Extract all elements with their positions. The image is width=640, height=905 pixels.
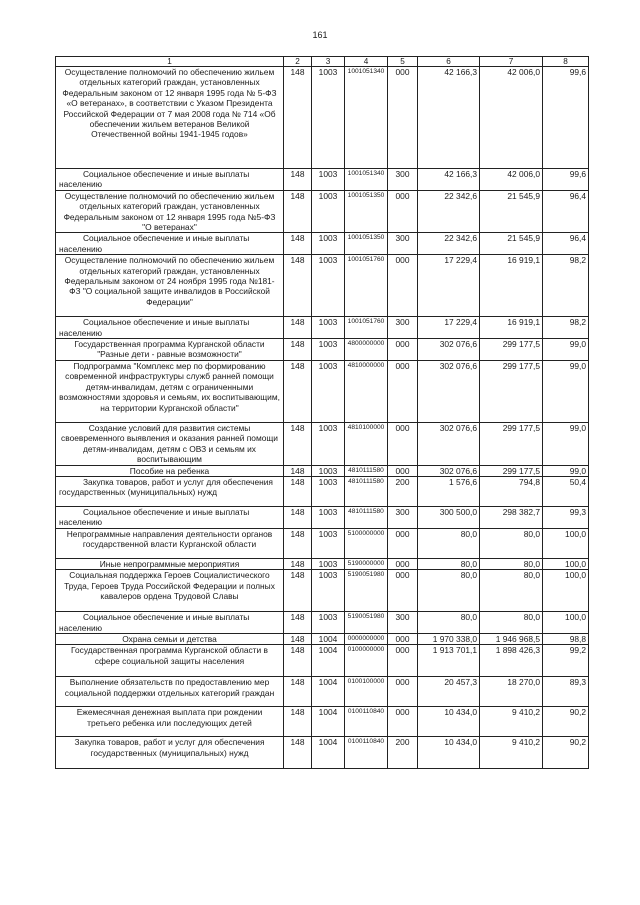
target-code: 1001051760: [345, 317, 388, 339]
target-code: 1001051340: [345, 67, 388, 169]
section-code: 148: [284, 339, 312, 361]
executed-amount: 80,0: [480, 528, 543, 558]
row-name: Социальное обеспечение и иные выплаты населению: [56, 506, 284, 528]
planned-amount: 80,0: [418, 570, 480, 612]
execution-percent: 100,0: [543, 558, 589, 569]
target-code: 0100100000: [345, 677, 388, 707]
planned-amount: 80,0: [418, 528, 480, 558]
executed-amount: 9 410,2: [480, 737, 543, 769]
col-header: 6: [418, 57, 480, 67]
planned-amount: 10 434,0: [418, 737, 480, 769]
target-code: 1001051350: [345, 233, 388, 255]
section-code: 148: [284, 476, 312, 506]
row-name: Социальное обеспечение и иные выплаты населению: [56, 317, 284, 339]
subsection-code: 1003: [312, 422, 345, 465]
col-header: 5: [388, 57, 418, 67]
execution-percent: 89,3: [543, 677, 589, 707]
target-code: 1001051350: [345, 190, 388, 233]
target-code: 5190000000: [345, 558, 388, 569]
section-code: 148: [284, 360, 312, 422]
section-code: 148: [284, 633, 312, 644]
execution-percent: 50,4: [543, 476, 589, 506]
executed-amount: 299 177,5: [480, 465, 543, 476]
subsection-code: 1003: [312, 612, 345, 634]
planned-amount: 1 576,6: [418, 476, 480, 506]
subsection-code: 1003: [312, 317, 345, 339]
target-code: 0100110840: [345, 707, 388, 737]
section-code: 148: [284, 528, 312, 558]
table-row: [56, 645, 589, 677]
execution-percent: 99,6: [543, 169, 589, 191]
planned-amount: 80,0: [418, 558, 480, 569]
row-name: Пособие на ребенка: [56, 465, 284, 476]
expense-type-code: 000: [388, 190, 418, 233]
section-code: 148: [284, 233, 312, 255]
expense-type-code: 000: [388, 67, 418, 169]
execution-percent: 99,3: [543, 506, 589, 528]
subsection-code: 1003: [312, 360, 345, 422]
executed-amount: 1 946 968,5: [480, 633, 543, 644]
row-name: Государственная программа Курганской области "Разные дети - равные возможности": [56, 339, 284, 361]
section-code: 148: [284, 190, 312, 233]
target-code: 1001051340: [345, 169, 388, 191]
section-code: 148: [284, 422, 312, 465]
subsection-code: 1003: [312, 506, 345, 528]
section-code: 148: [284, 707, 312, 737]
target-code: 5190051980: [345, 612, 388, 634]
target-code: 4810111580: [345, 476, 388, 506]
target-code: 0100110840: [345, 737, 388, 769]
table-row: [56, 233, 589, 255]
expense-type-code: 000: [388, 255, 418, 317]
expense-type-code: 200: [388, 737, 418, 769]
section-code: 148: [284, 645, 312, 677]
row-name: Закупка товаров, работ и услуг для обеспечения государственных (муниципальных) нужд: [56, 737, 284, 769]
table-row: [56, 255, 589, 317]
expense-type-code: 300: [388, 612, 418, 634]
table-row: [56, 707, 589, 737]
subsection-code: 1003: [312, 570, 345, 612]
target-code: 0000000000: [345, 633, 388, 644]
execution-percent: 96,4: [543, 190, 589, 233]
expense-type-code: 300: [388, 169, 418, 191]
table-row: [56, 612, 589, 634]
planned-amount: 17 229,4: [418, 255, 480, 317]
planned-amount: 20 457,3: [418, 677, 480, 707]
row-name: Выполнение обязательств по предоставлению мер социальной поддержки отдельных категорий граждан: [56, 677, 284, 707]
target-code: 4800000000: [345, 339, 388, 361]
executed-amount: 21 545,9: [480, 233, 543, 255]
executed-amount: 80,0: [480, 570, 543, 612]
planned-amount: 42 166,3: [418, 169, 480, 191]
section-code: 148: [284, 570, 312, 612]
planned-amount: 302 076,6: [418, 465, 480, 476]
executed-amount: 18 270,0: [480, 677, 543, 707]
executed-amount: 21 545,9: [480, 190, 543, 233]
row-name: Закупка товаров, работ и услуг для обеспечения государственных (муниципальных) нужд: [56, 476, 284, 506]
execution-percent: 98,2: [543, 255, 589, 317]
row-name: Государственная программа Курганской области в сфере социальной защиты населения: [56, 645, 284, 677]
row-name: Создание условий для развития системы своевременного выявления и оказания ранней помощи детям-инвалидам, детям с ОВЗ и семьям их воспитывающим: [56, 422, 284, 465]
execution-percent: 90,2: [543, 707, 589, 737]
budget-table: [55, 56, 589, 769]
row-name: Социальное обеспечение и иные выплаты населению: [56, 233, 284, 255]
execution-percent: 96,4: [543, 233, 589, 255]
subsection-code: 1003: [312, 190, 345, 233]
executed-amount: 299 177,5: [480, 422, 543, 465]
executed-amount: 16 919,1: [480, 255, 543, 317]
row-name: Социальная поддержка Героев Социалистического Труда, Героев Труда Российской Федерации и полных кавалеров ордена Трудовой Славы: [56, 570, 284, 612]
executed-amount: 794,8: [480, 476, 543, 506]
executed-amount: 16 919,1: [480, 317, 543, 339]
expense-type-code: 000: [388, 633, 418, 644]
planned-amount: 80,0: [418, 612, 480, 634]
subsection-code: 1003: [312, 465, 345, 476]
expense-type-code: 000: [388, 360, 418, 422]
execution-percent: 100,0: [543, 570, 589, 612]
execution-percent: 98,8: [543, 633, 589, 644]
section-code: 148: [284, 465, 312, 476]
executed-amount: 80,0: [480, 558, 543, 569]
execution-percent: 99,0: [543, 339, 589, 361]
table-row: [56, 558, 589, 569]
section-code: 148: [284, 506, 312, 528]
subsection-code: 1004: [312, 707, 345, 737]
executed-amount: 80,0: [480, 612, 543, 634]
subsection-code: 1003: [312, 339, 345, 361]
expense-type-code: 000: [388, 570, 418, 612]
table-row: [56, 190, 589, 233]
planned-amount: 17 229,4: [418, 317, 480, 339]
execution-percent: 99,0: [543, 422, 589, 465]
table-row: [56, 506, 589, 528]
target-code: 5190051980: [345, 570, 388, 612]
subsection-code: 1004: [312, 677, 345, 707]
execution-percent: 100,0: [543, 612, 589, 634]
header-row: [56, 57, 589, 67]
section-code: 148: [284, 737, 312, 769]
row-name: Непрограммные направления деятельности органов государственной власти Курганской области: [56, 528, 284, 558]
target-code: 0100000000: [345, 645, 388, 677]
planned-amount: 10 434,0: [418, 707, 480, 737]
table-row: [56, 633, 589, 644]
expense-type-code: 000: [388, 528, 418, 558]
execution-percent: 99,2: [543, 645, 589, 677]
expense-type-code: 300: [388, 506, 418, 528]
planned-amount: 302 076,6: [418, 360, 480, 422]
col-header: 2: [284, 57, 312, 67]
executed-amount: 298 382,7: [480, 506, 543, 528]
row-name: Осуществление полномочий по обеспечению жильем отдельных категорий граждан, установленных Федеральным законом от 12 января 1995 года №5-ФЗ "О ветеранах": [56, 190, 284, 233]
row-name: Охрана семьи и детства: [56, 633, 284, 644]
row-name: Ежемесячная денежная выплата при рождении третьего ребенка или последующих детей: [56, 707, 284, 737]
planned-amount: 302 076,6: [418, 422, 480, 465]
planned-amount: 302 076,6: [418, 339, 480, 361]
subsection-code: 1003: [312, 558, 345, 569]
expense-type-code: 000: [388, 645, 418, 677]
table-row: [56, 317, 589, 339]
table-row: [56, 476, 589, 506]
executed-amount: 42 006,0: [480, 169, 543, 191]
table-row: [56, 360, 589, 422]
execution-percent: 100,0: [543, 528, 589, 558]
expense-type-code: 000: [388, 558, 418, 569]
target-code: 4810111580: [345, 506, 388, 528]
expense-type-code: 300: [388, 233, 418, 255]
row-name: Осуществление полномочий по обеспечению жильем отдельных категорий граждан, установленных Федеральным законом от 24 ноября 1995 года №181-ФЗ "О социальной защите инвалидов в Российской Федерации": [56, 255, 284, 317]
target-code: 4810100000: [345, 422, 388, 465]
planned-amount: 1 913 701,1: [418, 645, 480, 677]
row-name: Подпрограмма "Комплекс мер по формированию современной инфраструктуры служб ранней помощи детям-инвалидам, детям с ограниченными возможностями здоровья и семьям, их воспитывающим, на территории Курганской области": [56, 360, 284, 422]
row-name: Социальное обеспечение и иные выплаты населению: [56, 169, 284, 191]
target-code: 4810000000: [345, 360, 388, 422]
section-code: 148: [284, 612, 312, 634]
section-code: 148: [284, 558, 312, 569]
execution-percent: 99,0: [543, 360, 589, 422]
target-code: 1001051760: [345, 255, 388, 317]
subsection-code: 1004: [312, 633, 345, 644]
subsection-code: 1004: [312, 737, 345, 769]
expense-type-code: 000: [388, 422, 418, 465]
executed-amount: 299 177,5: [480, 360, 543, 422]
planned-amount: 22 342,6: [418, 233, 480, 255]
col-header: 4: [345, 57, 388, 67]
col-header: 3: [312, 57, 345, 67]
target-code: 4810111580: [345, 465, 388, 476]
expense-type-code: 000: [388, 339, 418, 361]
executed-amount: 299 177,5: [480, 339, 543, 361]
table-row: [56, 339, 589, 361]
planned-amount: 1 970 338,0: [418, 633, 480, 644]
executed-amount: 9 410,2: [480, 707, 543, 737]
execution-percent: 90,2: [543, 737, 589, 769]
table-row: [56, 737, 589, 769]
table-row: [56, 67, 589, 169]
table-row: [56, 169, 589, 191]
subsection-code: 1003: [312, 169, 345, 191]
table-row: [56, 570, 589, 612]
executed-amount: 1 898 426,3: [480, 645, 543, 677]
planned-amount: 300 500,0: [418, 506, 480, 528]
section-code: 148: [284, 67, 312, 169]
planned-amount: 22 342,6: [418, 190, 480, 233]
expense-type-code: 000: [388, 465, 418, 476]
expense-type-code: 300: [388, 317, 418, 339]
execution-percent: 98,2: [543, 317, 589, 339]
row-name: Осуществление полномочий по обеспечению жильем отдельных категорий граждан, установленных Федеральным законом от 12 января 1995 года № 5-ФЗ «О ветеранах», в соответствии с Указом Президента Российской Федерации от 7 мая 2008 года № 714 «Об обеспечении жильем ветеранов Великой Отечественной войны 1941-1945 годов»: [56, 67, 284, 169]
table-row: [56, 677, 589, 707]
subsection-code: 1003: [312, 476, 345, 506]
table-row: [56, 422, 589, 465]
planned-amount: 42 166,3: [418, 67, 480, 169]
execution-percent: 99,0: [543, 465, 589, 476]
row-name: Иные непрограммные мероприятия: [56, 558, 284, 569]
subsection-code: 1003: [312, 233, 345, 255]
col-header: 7: [480, 57, 543, 67]
table-row: [56, 528, 589, 558]
col-header: 8: [543, 57, 589, 67]
subsection-code: 1003: [312, 255, 345, 317]
subsection-code: 1004: [312, 645, 345, 677]
section-code: 148: [284, 169, 312, 191]
subsection-code: 1003: [312, 67, 345, 169]
expense-type-code: 000: [388, 707, 418, 737]
col-header: 1: [56, 57, 284, 67]
section-code: 148: [284, 317, 312, 339]
expense-type-code: 200: [388, 476, 418, 506]
table-row: [56, 465, 589, 476]
subsection-code: 1003: [312, 528, 345, 558]
executed-amount: 42 006,0: [480, 67, 543, 169]
page-number: 161: [312, 30, 328, 40]
target-code: 5100000000: [345, 528, 388, 558]
section-code: 148: [284, 255, 312, 317]
section-code: 148: [284, 677, 312, 707]
execution-percent: 99,6: [543, 67, 589, 169]
row-name: Социальное обеспечение и иные выплаты населению: [56, 612, 284, 634]
expense-type-code: 000: [388, 677, 418, 707]
